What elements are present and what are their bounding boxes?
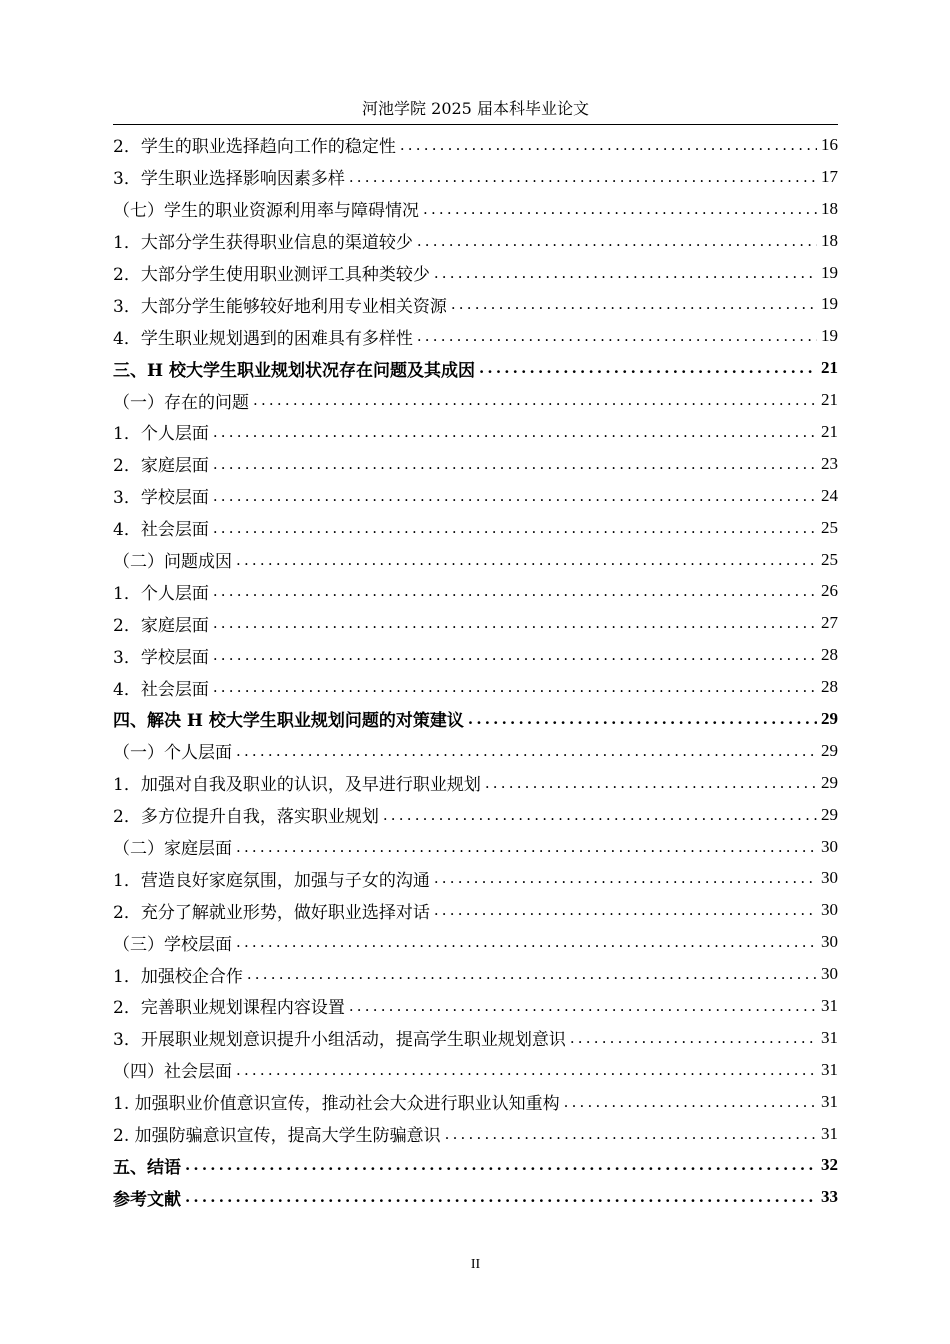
toc-entry-label: （四）社会层面 — [113, 1062, 232, 1083]
toc-entry-page-number: 31 — [821, 1123, 838, 1143]
toc-leader-dots — [445, 1125, 817, 1143]
toc-leader-dots — [236, 742, 817, 760]
toc-entry[interactable] — [113, 512, 838, 544]
toc-leader-dots — [383, 806, 817, 824]
toc-entry[interactable] — [113, 257, 838, 289]
toc-entry[interactable] — [113, 448, 838, 480]
toc-entry[interactable] — [113, 958, 838, 990]
toc-entry-label: 3．大部分学生能够较好地利用专业相关资源 — [113, 296, 447, 317]
toc-entry-label: 2. 加强防骗意识宣传，提高大学生防骗意识 — [113, 1126, 441, 1147]
toc-entry-page-number: 19 — [821, 294, 838, 314]
toc-entry-page-number: 30 — [821, 836, 838, 856]
toc-entry-label: 2．多方位提升自我，落实职业规划 — [113, 807, 379, 828]
toc-entry[interactable] — [113, 607, 838, 639]
toc-entry[interactable] — [113, 1054, 838, 1086]
toc-leader-dots — [434, 264, 817, 282]
toc-leader-dots — [236, 551, 817, 569]
toc-entry[interactable] — [113, 480, 838, 512]
toc-entry-label: 参考文献 — [113, 1189, 181, 1210]
toc-entry-label: 2．学生的职业选择趋向工作的稳定性 — [113, 137, 396, 158]
toc-entry-page-number: 30 — [821, 964, 838, 984]
toc-entry[interactable] — [113, 129, 838, 161]
toc-leader-dots — [185, 1156, 817, 1174]
toc-entry[interactable] — [113, 1181, 838, 1213]
toc-entry-label: 1．个人层面 — [113, 583, 209, 604]
toc-entry-label: 3．学校层面 — [113, 488, 209, 509]
toc-entry-page-number: 23 — [821, 453, 838, 473]
toc-leader-dots — [185, 1188, 817, 1206]
toc-leader-dots — [236, 933, 817, 951]
toc-leader-dots — [213, 582, 817, 600]
toc-leader-dots — [213, 423, 817, 441]
toc-entry-page-number: 27 — [821, 613, 838, 633]
toc-entry-label: 1．加强对自我及职业的认识，及早进行职业规划 — [113, 775, 481, 796]
toc-entry-page-number: 21 — [821, 358, 838, 378]
toc-entry-page-number: 28 — [821, 645, 838, 665]
toc-entry-page-number: 19 — [821, 262, 838, 282]
toc-entry[interactable] — [113, 671, 838, 703]
toc-leader-dots — [253, 391, 817, 409]
toc-entry[interactable] — [113, 767, 838, 799]
toc-entry-page-number: 29 — [821, 740, 838, 760]
toc-entry-page-number: 21 — [821, 421, 838, 441]
toc-entry-label: 三、H 校大学生职业规划状况存在问题及其成因 — [113, 360, 475, 381]
toc-entry-label: 四、解决 H 校大学生职业规划问题的对策建议 — [113, 711, 464, 732]
toc-entry-label: 1．大部分学生获得职业信息的渠道较少 — [113, 233, 413, 254]
toc-leader-dots — [423, 200, 817, 218]
toc-entry[interactable] — [113, 193, 838, 225]
toc-entry-label: 2．完善职业规划课程内容设置 — [113, 998, 345, 1019]
toc-entry[interactable] — [113, 288, 838, 320]
toc-entry[interactable] — [113, 544, 838, 576]
toc-entry-page-number: 18 — [821, 198, 838, 218]
toc-entry[interactable] — [113, 161, 838, 193]
toc-entry-label: 2．家庭层面 — [113, 456, 209, 477]
toc-leader-dots — [213, 487, 817, 505]
toc-leader-dots — [479, 359, 817, 377]
toc-entry-page-number: 30 — [821, 868, 838, 888]
toc-leader-dots — [236, 838, 817, 856]
toc-entry[interactable] — [113, 320, 838, 352]
toc-entry-label: 1．营造良好家庭氛围，加强与子女的沟通 — [113, 870, 430, 891]
toc-entry-page-number: 31 — [821, 1059, 838, 1079]
toc-entry[interactable] — [113, 926, 838, 958]
toc-entry-label: 3．学校层面 — [113, 647, 209, 668]
toc-entry[interactable] — [113, 990, 838, 1022]
toc-entry-page-number: 17 — [821, 166, 838, 186]
toc-entry-page-number: 25 — [821, 517, 838, 537]
toc-entry-page-number: 31 — [821, 1091, 838, 1111]
toc-entry-page-number: 31 — [821, 995, 838, 1015]
page-header-title: 河池学院 2025 届本科毕业论文 — [362, 99, 589, 118]
toc-entry-page-number: 30 — [821, 932, 838, 952]
toc-entry-label: （三）学校层面 — [113, 934, 232, 955]
toc-entry-label: 3．学生职业选择影响因素多样 — [113, 169, 345, 190]
toc-entry-label: （一）个人层面 — [113, 743, 232, 764]
toc-leader-dots — [570, 1029, 817, 1047]
toc-leader-dots — [485, 774, 817, 792]
toc-entry[interactable] — [113, 1086, 838, 1118]
toc-leader-dots — [213, 614, 817, 632]
toc-leader-dots — [213, 455, 817, 473]
toc-entry-label: 1. 加强职业价值意识宣传，推动社会大众进行职业认知重构 — [113, 1094, 560, 1115]
toc-entry-page-number: 29 — [821, 804, 838, 824]
table-of-contents — [113, 129, 838, 1213]
toc-entry-page-number: 16 — [821, 134, 838, 154]
toc-entry-label: 4．社会层面 — [113, 679, 209, 700]
toc-entry-page-number: 25 — [821, 549, 838, 569]
toc-entry-label: 2．大部分学生使用职业测评工具种类较少 — [113, 265, 430, 285]
toc-leader-dots — [213, 678, 817, 696]
toc-entry-label: 4．社会层面 — [113, 520, 209, 541]
toc-entry-page-number: 33 — [821, 1187, 838, 1207]
toc-entry-page-number: 30 — [821, 900, 838, 920]
toc-entry-label: 五、结语 — [113, 1157, 181, 1178]
toc-entry[interactable] — [113, 575, 838, 607]
toc-entry[interactable] — [113, 1118, 838, 1150]
toc-entry-label: 1．个人层面 — [113, 424, 209, 445]
toc-leader-dots — [417, 327, 817, 345]
toc-entry[interactable] — [113, 703, 838, 735]
toc-entry[interactable] — [113, 1150, 838, 1182]
toc-leader-dots — [417, 232, 817, 250]
toc-leader-dots — [564, 1093, 817, 1111]
toc-leader-dots — [451, 295, 817, 313]
toc-entry-label: 2．家庭层面 — [113, 615, 209, 636]
toc-leader-dots — [236, 1061, 817, 1079]
toc-entry-label: 4．学生职业规划遇到的困难具有多样性 — [113, 328, 413, 349]
toc-leader-dots — [468, 710, 817, 728]
toc-entry-label: 1．加强校企合作 — [113, 966, 243, 987]
toc-entry-page-number: 21 — [821, 390, 838, 410]
toc-leader-dots — [349, 168, 817, 186]
toc-entry-page-number: 24 — [821, 485, 838, 505]
toc-entry[interactable] — [113, 384, 838, 416]
toc-leader-dots — [349, 997, 817, 1015]
toc-entry[interactable] — [113, 894, 838, 926]
toc-entry-page-number: 18 — [821, 230, 838, 250]
toc-leader-dots — [213, 519, 817, 537]
toc-entry[interactable] — [113, 799, 838, 831]
toc-entry-label: （一）存在的问题 — [113, 392, 249, 413]
toc-entry[interactable] — [113, 639, 838, 671]
toc-entry-page-number: 19 — [821, 326, 838, 346]
toc-entry[interactable] — [113, 416, 838, 448]
toc-leader-dots — [434, 901, 817, 919]
toc-entry-label: 3．开展职业规划意识提升小组活动，提高学生职业规划意识 — [113, 1030, 566, 1051]
toc-entry-page-number: 26 — [821, 581, 838, 601]
page-footer-number: II — [470, 1257, 481, 1272]
toc-entry[interactable] — [113, 831, 838, 863]
toc-leader-dots — [400, 136, 817, 154]
toc-entry-label: （七）学生的职业资源利用率与障碍情况 — [113, 201, 419, 222]
toc-leader-dots — [247, 965, 817, 983]
toc-entry-page-number: 29 — [821, 772, 838, 792]
toc-entry-label: 2．充分了解就业形势，做好职业选择对话 — [113, 902, 430, 923]
toc-entry-page-number: 29 — [821, 708, 838, 728]
toc-entry-page-number: 31 — [821, 1027, 838, 1047]
toc-entry[interactable] — [113, 735, 838, 767]
toc-entry[interactable] — [113, 862, 838, 894]
header-divider — [113, 124, 838, 125]
toc-entry[interactable] — [113, 352, 838, 384]
toc-entry[interactable] — [113, 225, 838, 257]
toc-entry-label: （二）问题成因 — [113, 552, 232, 573]
toc-entry-page-number: 32 — [821, 1155, 838, 1175]
toc-entry[interactable] — [113, 1022, 838, 1054]
toc-entry-label: （二）家庭层面 — [113, 839, 232, 860]
toc-leader-dots — [213, 646, 817, 664]
toc-leader-dots — [434, 869, 817, 887]
toc-entry-page-number: 28 — [821, 677, 838, 697]
